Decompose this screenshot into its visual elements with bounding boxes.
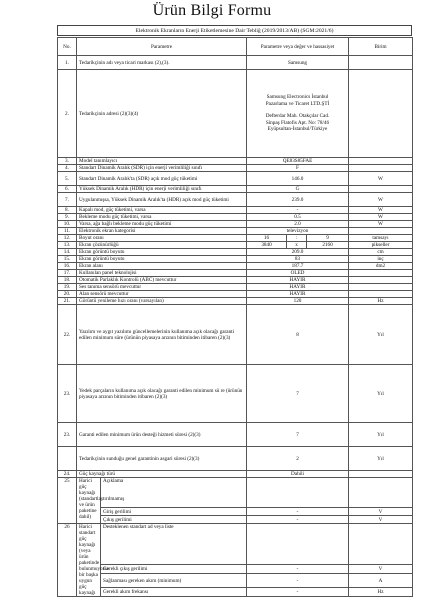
row-label: Yedek parçaların kullanıma açık olacağı garanti edilen minimum sü re (ürünün piyasaya arzının bitiminden itibaren (2)(3) [77,365,247,423]
table-row [58,365,413,423]
row-no: 6. [58,186,77,193]
resolution-separator: x [287,242,307,249]
header-value: Parametre veya değer ve hassasiyet [247,38,349,56]
row-unit [349,158,413,165]
address-line: Eyüpsultan-İstanbul/Türkiye [267,126,328,133]
row-label: Ekran alanı [77,263,247,270]
regulation-subtitle: Elektronik Ekranların Enerji Etiketlemesine Dair Tebliğ (2019/2013/AB) (SGM:2021/6) [57,25,412,36]
row-value: televizyon [247,228,349,235]
row-unit: W [349,193,413,207]
row-value: QE83S85FAE [247,158,349,165]
row-value: 8 [247,305,349,365]
table-row [58,56,413,70]
row-unit: V [349,516,413,524]
row-unit: W [349,221,413,228]
aspect-height: 9 [307,235,349,242]
row-no: 10. [58,221,77,228]
table-row [58,221,413,228]
row-value: - [247,565,349,574]
row-label: Yazılım ve aygıt yazılımı güncellemelerinin kullanıma açık olacağı garanti edilen minimum süre (ürünün piyasaya arzının bitiminden itibaren (2)(3) [77,305,247,365]
table-row [58,158,413,165]
row-unit: Yıl [349,365,413,423]
row-label: Tedarikçinin sunduğu genel garantinin asgari süresi (2)(3) [77,447,247,471]
row-unit [349,70,413,158]
row-label: Güç kaynağı türü [77,471,247,478]
row-value: 0.5 [247,214,349,221]
row-value [247,478,349,508]
row-no: 22. [58,305,77,365]
table-row [58,588,413,597]
row-unit: dm2 [349,263,413,270]
table-row [58,565,413,574]
row-no: 11. [58,228,77,235]
row-value: - [247,508,349,516]
row-unit [349,524,413,565]
row-unit: Hz [349,298,413,305]
row-unit [349,291,413,298]
row-unit: tamsayı [349,235,413,242]
table-row [58,298,413,305]
header-unit: Birim [349,38,413,56]
product-info-table [57,37,413,597]
row-unit: Hz [349,588,413,597]
row-label: Bekleme modu güç tüketimi, varsa [77,214,247,221]
row-no: 5. [58,172,77,186]
row-unit: A [349,574,413,588]
row-value: 209.0 [247,249,349,256]
row-unit: Yıl [349,423,413,447]
row-label: Alan sensörü mevcuttur [77,291,247,298]
row-value: - [247,516,349,524]
row-label: Standart Dinamik Aralık'ta (SDR) açık mod güç tüketimi [77,172,247,186]
row-no: 25 [58,478,77,524]
row-sublabel: Sağlanması gereken akım (minimum) [101,574,247,588]
row-value: 120 [247,298,349,305]
table-row [58,508,413,516]
row-no: 17. [58,270,77,277]
table-row [58,447,413,471]
row-unit: W [349,207,413,214]
table-row [58,277,413,284]
row-no: 24. [58,471,77,478]
row-sublabel: Giriş gerilimi [101,508,247,516]
row-unit: V [349,565,413,574]
row-label: Varsa, ağa bağlı bekleme modu güç tüketimi [77,221,247,228]
table-row [58,193,413,207]
row-value: Dahili [247,471,349,478]
row-unit: inç [349,256,413,263]
table-row [58,242,413,249]
row-label: Görüntü yenileme hızı oranı (varsayılan) [77,298,247,305]
row-value: HAYIR [247,284,349,291]
row-unit: W [349,214,413,221]
row-no: 23. [58,365,77,423]
row-no: 9. [58,214,77,221]
row-value [247,524,349,565]
row-no: 14. [58,249,77,256]
row-value: F [247,165,349,172]
row-label: Elektronik ekran kategorisi [77,228,247,235]
row-label: Boyut oranı [77,235,247,242]
row-sublabel: Gerekli akım frekansı [101,588,247,597]
row-no: 4. [58,165,77,172]
table-row [58,263,413,270]
table-row [58,516,413,524]
row-value: G [247,186,349,193]
row-value: OLED [247,270,349,277]
row-no: 2. [58,70,77,158]
address-line: Samsung Electronics İstanbul [266,94,329,101]
row-sublabel: Gerekli çıkış gerilimi [101,565,247,574]
table-row [58,172,413,186]
row-no: 15. [58,256,77,263]
table-row [58,471,413,478]
row-no: 21. [58,298,77,305]
table-row [58,70,413,158]
table-row [58,207,413,214]
address-line: Defterdar Mah. Otakçılar Cad. [265,113,330,120]
row-label: Ekran görüntü boyutu [77,256,247,263]
row-value: - [247,574,349,588]
header-param: Parametre [77,38,247,56]
row-label: Tedarikçinin adı veya ticari markası (2),(3). [77,56,247,70]
row-no: 8. [58,207,77,214]
row-no: 19. [58,284,77,291]
row-unit [349,270,413,277]
row-value: 239.0 [247,193,349,207]
row-label: Standart Dinamik Aralık (SDR) için enerji verimliliği sınıfı [77,165,247,172]
table-row [58,574,413,588]
row-no [58,447,77,471]
row-label: Kapalı mod, güç tüketimi, varsa [77,207,247,214]
row-value: 83 [247,256,349,263]
table-row [58,228,413,235]
table-row [58,478,413,508]
row-value: 146.0 [247,172,349,186]
row-no: 18. [58,277,77,284]
aspect-width: 16 [247,235,287,242]
row-label: Tedarikçinin adresi (2)(3)(4) [77,70,247,158]
row-unit [349,228,413,235]
row-unit [349,478,413,508]
row-label: Garanti edilen minimum ürün desteği hizmeti süresi (2)(3) [77,423,247,447]
row-value: - [247,207,349,214]
row-no: 12. [58,235,77,242]
resolution-width: 3840 [247,242,287,249]
row-label: Harici standart güç kaynağı (veya ürün paketinde bulunmuyorsa bir başka uygun güç kaynağı [77,524,101,597]
table-row [58,249,413,256]
row-no: 20. [58,291,77,298]
row-sublabel: Açıklama [101,478,247,508]
row-value: Samsung [247,56,349,70]
row-no: 7. [58,193,77,207]
row-label: Ses tanıma sensörü mevcuttur [77,284,247,291]
row-value: - [247,588,349,597]
row-no: 16. [58,263,77,270]
row-no: 26 [58,524,77,597]
table-row [58,284,413,291]
table-row [58,235,413,242]
row-value: HAYIR [247,291,349,298]
table-header-row [58,38,413,56]
address-line: Sinpaş Flatofis Apt. No: 78/46 [265,119,330,126]
row-label: Ekran görüntü boyutu [77,249,247,256]
row-sublabel: Desteklenen standart ad veya liste [101,524,247,565]
row-no: 23. [58,423,77,447]
row-unit: Yıl [349,305,413,365]
row-unit: V [349,508,413,516]
row-unit [349,186,413,193]
row-unit [349,471,413,478]
table-row [58,186,413,193]
header-no: No. [58,38,77,56]
table-row [58,305,413,365]
page-title: Ürün Bilgi Formu [152,2,272,19]
row-unit: cm [349,249,413,256]
row-unit: Yıl [349,447,413,471]
row-no: 13. [58,242,77,249]
row-label: Harici güç kaynağı (standartlaştırılmamış ve ürün paketine dahil) [77,478,101,524]
row-label: Otomatik Parlaklık Kontrolü (ABC) mevcuttur [77,277,247,284]
address-line: Pazarlama ve Ticaret LTD.ŞTİ [265,100,330,107]
row-no: 1. [58,56,77,70]
row-unit [349,165,413,172]
row-unit: W [349,172,413,186]
table-row [58,270,413,277]
table-row [58,214,413,221]
table-row [58,524,413,565]
row-label: Ekran çözünürlüğü [77,242,247,249]
row-unit [349,277,413,284]
table-row [58,165,413,172]
table-row [58,256,413,263]
table-row [58,423,413,447]
resolution-height: 2160 [307,242,349,249]
row-unit: pikseller [349,242,413,249]
supplier-address [247,70,349,158]
row-value: 2 [247,447,349,471]
row-label: Model tanımlayıcı [77,158,247,165]
row-no: 3. [58,158,77,165]
row-unit [349,56,413,70]
row-value: HAYIR [247,277,349,284]
row-label: Yüksek Dinamik Aralık (HDR) için enerji verimliliği sınıfı [77,186,247,193]
row-label: Uygulanmışsa, Yüksek Dinamik Aralık'ta (HDR) açık mod güç tüketimi [77,193,247,207]
row-sublabel: Çıkış gerilimi [101,516,247,524]
row-value: 2.0 [247,221,349,228]
row-label: Kullanılan panel teknolojisi [77,270,247,277]
aspect-separator: : [287,235,307,242]
row-value: 7 [247,365,349,423]
table-row [58,291,413,298]
row-value: 7 [247,423,349,447]
row-value: 187.7 [247,263,349,270]
row-unit [349,284,413,291]
